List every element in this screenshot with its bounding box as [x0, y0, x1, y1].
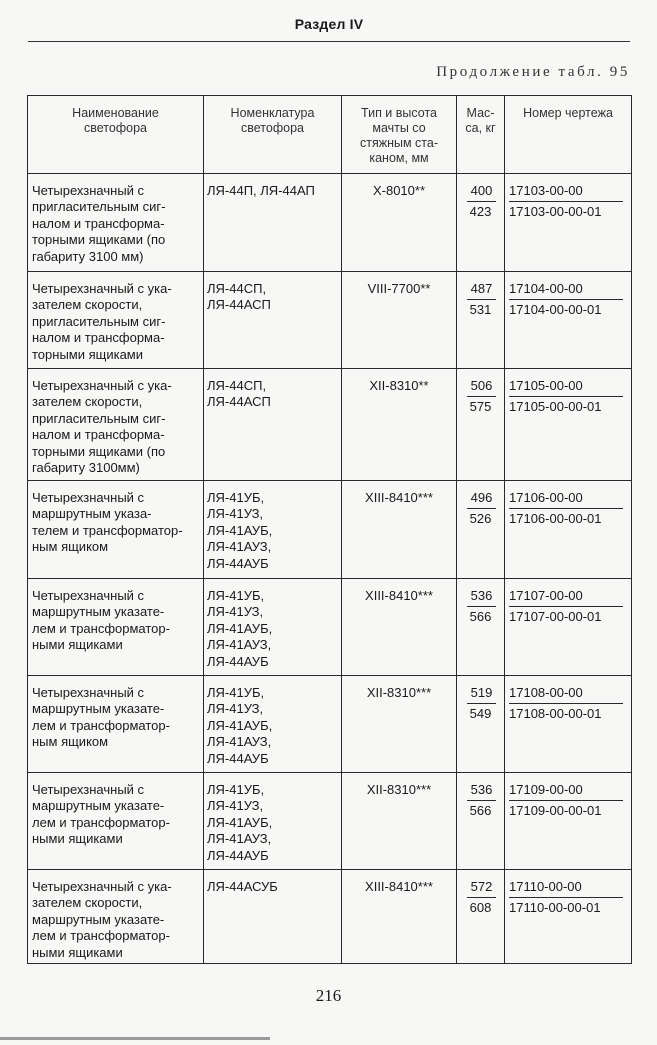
page-number: 216	[315, 986, 342, 1005]
mass-value-bottom: 423	[469, 204, 492, 220]
signal-name-cell: Четырехзначный с маршрутным указате- лем и трансформатор- ными ящиками	[28, 773, 204, 870]
mass-cell	[457, 369, 505, 481]
nomenclature-cell: ЛЯ-41УБ, ЛЯ-41УЗ, ЛЯ-41АУБ, ЛЯ-41АУЗ, ЛЯ-44АУБ	[204, 676, 342, 773]
drawing-number-top: 17109-00-00	[509, 782, 623, 801]
table-row	[28, 773, 632, 870]
drawing-number-top: 17106-00-00	[509, 490, 623, 509]
drawing-number-cell	[505, 174, 632, 272]
column-header-name: Наименование светофора	[28, 96, 204, 174]
drawing-number-bottom: 17106-00-00-01	[509, 511, 602, 527]
mass-cell	[457, 481, 505, 579]
column-header-type: Тип и высота мачты со стяжным ста- каном, мм	[342, 96, 457, 174]
mass-value-bottom: 566	[469, 609, 492, 625]
signal-name-cell: Четырехзначный с ука- зателем скорости, маршрутным указате- лем и трансформатор- ными ящиками	[28, 870, 204, 964]
table-row	[28, 272, 632, 369]
table-row	[28, 369, 632, 481]
signal-name-cell: Четырехзначный с маршрутным указа- телем и трансформатор- ным ящиком	[28, 481, 204, 579]
table-row	[28, 579, 632, 676]
drawing-number-top: 17104-00-00	[509, 281, 623, 300]
table-row	[28, 676, 632, 773]
drawing-number-top: 17108-00-00	[509, 685, 623, 704]
mass-value-top: 536	[467, 588, 496, 607]
table-row	[28, 481, 632, 579]
drawing-number-cell	[505, 579, 632, 676]
signal-name-cell: Четырехзначный с ука- зателем скорости, пригласительным сиг- налом и трансформа- торными ящиками (по габариту 3100мм)	[28, 369, 204, 481]
mast-type-cell: X-8010**	[342, 174, 457, 272]
signals-table	[27, 95, 632, 964]
mast-type-cell: XIII-8410***	[342, 481, 457, 579]
mass-value-top: 572	[467, 879, 496, 898]
section-header: Раздел IV	[294, 16, 364, 32]
nomenclature-cell: ЛЯ-44П, ЛЯ-44АП	[204, 174, 342, 272]
mass-value-top: 506	[467, 378, 496, 397]
nomenclature-cell: ЛЯ-41УБ, ЛЯ-41УЗ, ЛЯ-41АУБ, ЛЯ-41АУЗ, ЛЯ-44АУБ	[204, 579, 342, 676]
mass-cell	[457, 676, 505, 773]
mass-value-top: 487	[467, 281, 496, 300]
nomenclature-cell: ЛЯ-44СП, ЛЯ-44АСП	[204, 369, 342, 481]
mast-type-cell: VIII-7700**	[342, 272, 457, 369]
mass-value-bottom: 608	[469, 900, 492, 916]
table-row	[28, 174, 632, 272]
signal-name-cell: Четырехзначный с маршрутным указате- лем и трансформатор- ными ящиками	[28, 579, 204, 676]
mast-type-cell: XII-8310**	[342, 369, 457, 481]
header-rule	[28, 41, 630, 42]
mass-cell	[457, 579, 505, 676]
drawing-number-cell	[505, 773, 632, 870]
mass-value-bottom: 526	[469, 511, 492, 527]
drawing-number-bottom: 17105-00-00-01	[509, 399, 602, 415]
drawing-number-cell	[505, 481, 632, 579]
mast-type-cell: XIII-8410***	[342, 870, 457, 964]
mass-cell	[457, 174, 505, 272]
drawing-number-top: 17107-00-00	[509, 588, 623, 607]
mass-cell	[457, 272, 505, 369]
mast-type-cell: XII-8310***	[342, 773, 457, 870]
column-header-mass: Мас- са, кг	[457, 96, 505, 174]
drawing-number-cell	[505, 272, 632, 369]
mass-value-bottom: 549	[469, 706, 492, 722]
signal-name-cell: Четырехзначный с маршрутным указате- лем и трансформатор- ным ящиком	[28, 676, 204, 773]
drawing-number-bottom: 17103-00-00-01	[509, 204, 602, 220]
mass-value-top: 400	[467, 183, 496, 202]
mass-value-bottom: 575	[469, 399, 492, 415]
mass-cell	[457, 773, 505, 870]
table-header-row	[28, 96, 632, 174]
drawing-number-top: 17103-00-00	[509, 183, 623, 202]
drawing-number-top: 17110-00-00	[509, 879, 623, 898]
drawing-number-bottom: 17108-00-00-01	[509, 706, 602, 722]
mass-value-bottom: 566	[469, 803, 492, 819]
signal-name-cell: Четырехзначный с пригласительным сиг- налом и трансформа- торными ящиками (по габариту 3100 мм)	[28, 174, 204, 272]
column-header-drawing: Номер чертежа	[505, 96, 632, 174]
table-continuation-label: Продолжение табл. 95	[436, 64, 630, 80]
nomenclature-cell: ЛЯ-41УБ, ЛЯ-41УЗ, ЛЯ-41АУБ, ЛЯ-41АУЗ, ЛЯ-44АУБ	[204, 773, 342, 870]
signal-name-cell: Четырехзначный с ука- зателем скорости, пригласительным сиг- налом и трансформа- торными ящиками	[28, 272, 204, 369]
mass-value-top: 496	[467, 490, 496, 509]
mass-value-top: 536	[467, 782, 496, 801]
mass-value-bottom: 531	[469, 302, 492, 318]
drawing-number-cell	[505, 870, 632, 964]
table-row	[28, 870, 632, 964]
drawing-number-cell	[505, 369, 632, 481]
column-header-nomenclature: Номенклатура светофора	[204, 96, 342, 174]
drawing-number-cell	[505, 676, 632, 773]
drawing-number-bottom: 17104-00-00-01	[509, 302, 602, 318]
bottom-scan-mark	[0, 1037, 270, 1040]
drawing-number-top: 17105-00-00	[509, 378, 623, 397]
mass-value-top: 519	[467, 685, 496, 704]
nomenclature-cell: ЛЯ-41УБ, ЛЯ-41УЗ, ЛЯ-41АУБ, ЛЯ-41АУЗ, ЛЯ-44АУБ	[204, 481, 342, 579]
mass-cell	[457, 870, 505, 964]
drawing-number-bottom: 17109-00-00-01	[509, 803, 602, 819]
drawing-number-bottom: 17110-00-00-01	[509, 900, 601, 916]
drawing-number-bottom: 17107-00-00-01	[509, 609, 602, 625]
mast-type-cell: XIII-8410***	[342, 579, 457, 676]
nomenclature-cell: ЛЯ-44СП, ЛЯ-44АСП	[204, 272, 342, 369]
nomenclature-cell: ЛЯ-44АСУБ	[204, 870, 342, 964]
mast-type-cell: XII-8310***	[342, 676, 457, 773]
